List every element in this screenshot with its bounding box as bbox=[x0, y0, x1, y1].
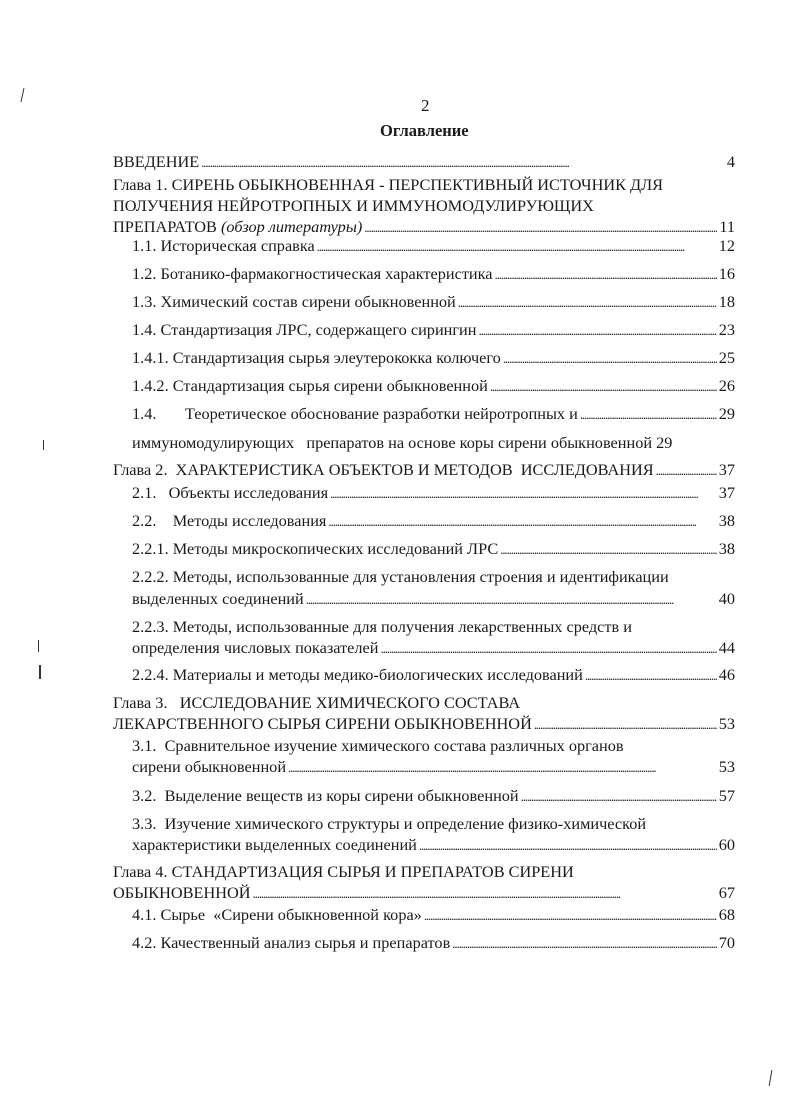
dot-leader bbox=[452, 933, 716, 954]
page-ref: 18 bbox=[718, 292, 735, 311]
page-ref: 37 bbox=[718, 460, 735, 479]
toc-entry[interactable]: 3.2. Выделение веществ из коры сирени обыкновенной . . . 57 bbox=[132, 786, 735, 807]
toc-entry-line[interactable]: 3.3. Изучение химического структуры и определение физико-химической bbox=[132, 814, 647, 833]
page-ref: 29 bbox=[656, 433, 673, 452]
toc-entry-line[interactable]: 2.2.3. Методы, использованные для получения лекарственных средств и bbox=[132, 617, 632, 636]
toc-entry[interactable]: 2.2.1. Методы микроскопических исследований ЛРС . . . 38 bbox=[132, 539, 735, 560]
page-ref: 29 bbox=[718, 404, 735, 423]
page-ref: 16 bbox=[718, 264, 735, 283]
toc-entry[interactable]: 1.4.2. Стандартизация сырья сирени обыкновенной . . . 26 bbox=[132, 376, 735, 397]
page-ref: 44 bbox=[718, 638, 735, 657]
page-ref: 60 bbox=[718, 835, 735, 854]
page-ref: 4 bbox=[726, 152, 735, 171]
page-ref: 12 bbox=[718, 236, 735, 255]
toc-chapter-4[interactable]: ОБЫКНОВЕННОЙ . . . 67 bbox=[113, 883, 735, 904]
toc-chapter-3[interactable]: ЛЕКАРСТВЕННОГО СЫРЬЯ СИРЕНИ ОБЫКНОВЕННОЙ . . . 53 bbox=[113, 714, 735, 735]
scan-mark bbox=[43, 440, 44, 450]
toc-entry-line[interactable]: 3.1. Сравнительное изучение химического состава различных органов bbox=[132, 736, 624, 755]
toc-entry[interactable]: сирени обыкновенной . . . 53 bbox=[132, 757, 735, 778]
page-ref: 57 bbox=[718, 786, 735, 805]
dot-leader bbox=[503, 348, 717, 369]
toc-entry-line[interactable]: 2.2.2. Методы, использованные для установления строения и идентификации bbox=[132, 567, 669, 586]
dot-leader bbox=[500, 539, 717, 560]
page-ref: 38 bbox=[718, 539, 735, 558]
page-ref: 11 bbox=[719, 217, 735, 236]
dot-leader bbox=[478, 320, 716, 341]
dot-leader bbox=[424, 905, 717, 926]
dot-leader bbox=[585, 665, 717, 686]
page-ref: 67 bbox=[718, 883, 735, 902]
toc-entry-introduction[interactable]: ВВЕДЕНИЕ . . . 4 bbox=[113, 152, 735, 173]
toc-entry[interactable]: 1.4.1. Стандартизация сырья элеутерококка колючего . . . 25 bbox=[132, 348, 735, 369]
dot-leader bbox=[330, 483, 717, 504]
scan-mark bbox=[769, 1070, 773, 1086]
toc-entry[interactable]: иммуномодулирующих препаратов на основе коры сирени обыкновенной 29 bbox=[132, 433, 673, 452]
dot-leader bbox=[380, 638, 716, 659]
toc-entry[interactable]: выделенных соединений . . . 40 bbox=[132, 589, 735, 610]
toc-entry[interactable]: 2.2.4. Материалы и методы медико-биологических исследований . . . 46 bbox=[132, 665, 735, 686]
page-ref: 70 bbox=[718, 933, 735, 952]
toc-chapter-2[interactable]: Глава 2. ХАРАКТЕРИСТИКА ОБЪЕКТОВ И МЕТОДОВ ИССЛЕДОВАНИЯ . . . 37 bbox=[113, 460, 735, 481]
toc-chapter-1-line[interactable]: Глава 1. СИРЕНЬ ОБЫКНОВЕННАЯ - ПЕРСПЕКТИВНЫЙ ИСТОЧНИК ДЛЯ bbox=[113, 175, 664, 194]
dot-leader bbox=[580, 404, 717, 425]
toc-entry[interactable]: характеристики выделенных соединений . . . 60 bbox=[132, 835, 735, 856]
scan-mark bbox=[39, 665, 41, 679]
page-ref: 53 bbox=[718, 757, 735, 776]
dot-leader bbox=[364, 217, 717, 238]
dot-leader bbox=[419, 835, 717, 856]
dot-leader bbox=[490, 376, 717, 397]
dot-leader bbox=[288, 757, 717, 778]
toc-entry[interactable]: 1.2. Ботанико-фармакогностическая характеристика . . . 16 bbox=[132, 264, 735, 285]
page-ref: 37 bbox=[718, 483, 735, 502]
page-number: 2 bbox=[421, 96, 430, 115]
dot-leader bbox=[534, 714, 717, 735]
dot-leader bbox=[317, 236, 717, 257]
page-ref: 46 bbox=[718, 665, 735, 684]
page-ref: 53 bbox=[718, 714, 735, 733]
page-ref: 68 bbox=[718, 905, 735, 924]
dot-leader bbox=[201, 152, 725, 173]
toc-chapter-1-line[interactable]: ПОЛУЧЕНИЯ НЕЙРОТРОПНЫХ И ИММУНОМОДУЛИРУЮЩИХ bbox=[113, 196, 594, 215]
page-ref: 40 bbox=[718, 589, 735, 608]
dot-leader bbox=[458, 292, 717, 313]
scan-mark bbox=[38, 640, 39, 652]
toc-chapter-3-line[interactable]: Глава 3. ИССЛЕДОВАНИЕ ХИМИЧЕСКОГО СОСТАВА bbox=[113, 693, 521, 712]
toc-entry[interactable]: определения числовых показателей . . . 44 bbox=[132, 638, 735, 659]
page-ref: 23 bbox=[718, 320, 735, 339]
page-ref: 25 bbox=[718, 348, 735, 367]
dot-leader bbox=[253, 883, 717, 904]
toc-entry[interactable]: 2.2. Методы исследования . . . 38 bbox=[132, 511, 735, 532]
toc-entry[interactable]: 4.2. Качественный анализ сырья и препаратов . . . 70 bbox=[132, 933, 735, 954]
toc-entry[interactable]: 1.3. Химический состав сирени обыкновенной . . . 18 bbox=[132, 292, 735, 313]
toc-title: Оглавление bbox=[380, 121, 469, 140]
toc-entry[interactable]: 4.1. Сырье «Сирени обыкновенной кора» . . . 68 bbox=[132, 905, 735, 926]
dot-leader bbox=[328, 511, 716, 532]
toc-chapter-1[interactable]: ПРЕПАРАТОВ (обзор литературы) . . . 11 bbox=[113, 217, 735, 238]
page-ref: 38 bbox=[718, 511, 735, 530]
toc-chapter-4-line[interactable]: Глава 4. СТАНДАРТИЗАЦИЯ СЫРЬЯ И ПРЕПАРАТОВ СИРЕНИ bbox=[113, 862, 574, 881]
toc-entry[interactable]: 2.1. Объекты исследования . . . 37 bbox=[132, 483, 735, 504]
dot-leader bbox=[656, 460, 717, 481]
toc-entry[interactable]: 1.4. Стандартизация ЛРС, содержащего сирингин . . . 23 bbox=[132, 320, 735, 341]
toc-entry[interactable]: 1.1. Историческая справка . . . 12 bbox=[132, 236, 735, 257]
dot-leader bbox=[521, 786, 717, 807]
toc-entry[interactable]: 1.4. Теоретическое обоснование разработки нейротропных и . . . 29 bbox=[132, 404, 735, 425]
dot-leader bbox=[495, 264, 717, 285]
dot-leader bbox=[306, 589, 717, 610]
page-ref: 26 bbox=[718, 376, 735, 395]
scan-mark bbox=[21, 88, 25, 102]
